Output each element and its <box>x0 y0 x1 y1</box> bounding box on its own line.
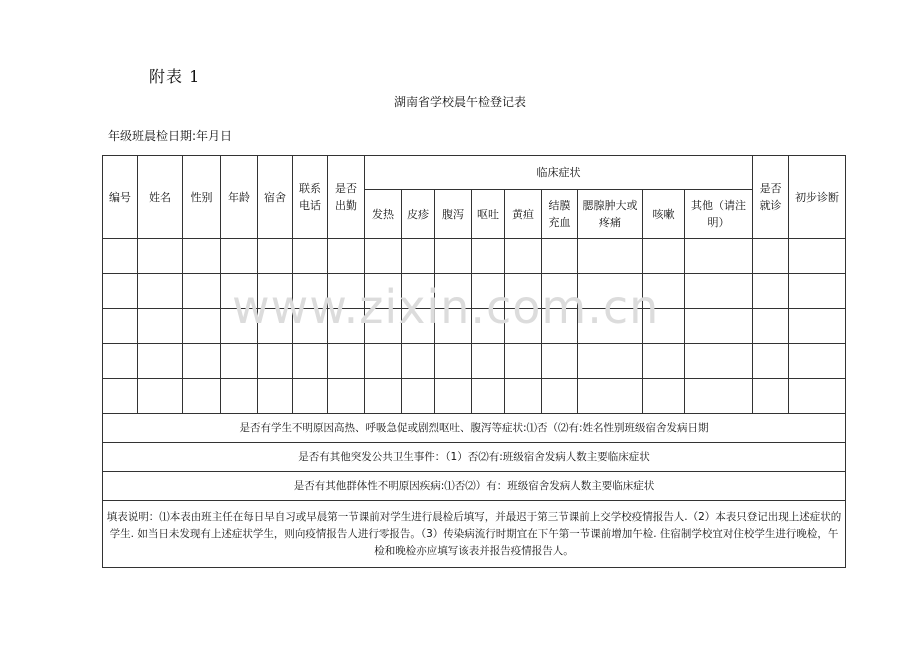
header-visit: 是否就诊 <box>753 156 789 239</box>
watermark: www.zixin.com.cn <box>232 280 660 334</box>
table-cell[interactable] <box>258 309 293 344</box>
table-cell[interactable] <box>138 274 183 309</box>
table-cell[interactable] <box>103 309 138 344</box>
table-cell[interactable] <box>365 239 402 274</box>
table-cell[interactable] <box>505 274 542 309</box>
header-phone: 联系电话 <box>293 156 328 239</box>
table-cell[interactable] <box>472 344 505 379</box>
table-cell[interactable] <box>328 274 365 309</box>
table-cell[interactable] <box>258 274 293 309</box>
table-cell[interactable] <box>578 309 643 344</box>
table-cell[interactable] <box>578 274 643 309</box>
table-cell[interactable] <box>753 309 789 344</box>
header-symptom-cough: 咳嗽 <box>643 190 685 239</box>
table-cell[interactable] <box>402 344 435 379</box>
table-row <box>103 309 846 344</box>
header-attendance: 是否出勤 <box>328 156 365 239</box>
header-symptoms-group: 临床症状 <box>365 156 753 190</box>
form-title: 湖南省学校晨午检登记表 <box>393 95 526 109</box>
table-cell[interactable] <box>685 309 753 344</box>
appendix-label: 附表 1 <box>149 67 201 86</box>
question-group-disease: 是否有其他群体性不明原因疾病:⑴否⑵）有：班级宿舍发病人数主要临床症状 <box>103 472 846 501</box>
table-cell[interactable] <box>183 344 221 379</box>
table-cell[interactable] <box>138 379 183 414</box>
table-cell[interactable] <box>328 239 365 274</box>
date-line: 年级班晨检日期:年月日 <box>108 129 233 143</box>
table-cell[interactable] <box>542 309 578 344</box>
table-cell[interactable] <box>103 239 138 274</box>
table-cell[interactable] <box>221 274 258 309</box>
table-cell[interactable] <box>435 274 472 309</box>
table-cell[interactable] <box>542 274 578 309</box>
table-cell[interactable] <box>472 309 505 344</box>
table-cell[interactable] <box>542 379 578 414</box>
table-cell[interactable] <box>789 379 846 414</box>
table-cell[interactable] <box>789 239 846 274</box>
table-cell[interactable] <box>789 344 846 379</box>
table-cell[interactable] <box>685 344 753 379</box>
table-cell[interactable] <box>221 344 258 379</box>
table-cell[interactable] <box>365 274 402 309</box>
instructions-text: 填表说明：⑴本表由班主任在每日早自习或早晨第一节课前对学生进行晨检后填写，并最迟于第三节课前上交学校疫情报告人.（2）本表只登记出现上述症状的学生. 如当日未发现有上述症状学生，则向疫情报告人进行零报告。（3）传染病流行时期宜在下午第一节课前增加午检. 住宿制学校宜对住校学生进行晚检，午检和晚检亦应填写该表并报告疫情报告人。 <box>103 501 846 568</box>
table-cell[interactable] <box>402 274 435 309</box>
table-cell[interactable] <box>472 379 505 414</box>
table-cell[interactable] <box>293 309 328 344</box>
table-cell[interactable] <box>435 309 472 344</box>
table-cell[interactable] <box>753 379 789 414</box>
header-name: 姓名 <box>138 156 183 239</box>
table-cell[interactable] <box>578 379 643 414</box>
table-cell[interactable] <box>505 239 542 274</box>
table-cell[interactable] <box>578 239 643 274</box>
table-cell[interactable] <box>183 309 221 344</box>
table-cell[interactable] <box>435 344 472 379</box>
table-cell[interactable] <box>365 344 402 379</box>
table-cell[interactable] <box>103 344 138 379</box>
table-cell[interactable] <box>293 274 328 309</box>
table-cell[interactable] <box>685 239 753 274</box>
table-row <box>103 344 846 379</box>
table-cell[interactable] <box>402 309 435 344</box>
table-cell[interactable] <box>103 274 138 309</box>
table-cell[interactable] <box>753 239 789 274</box>
table-cell[interactable] <box>328 309 365 344</box>
table-cell[interactable] <box>643 239 685 274</box>
table-cell[interactable] <box>643 274 685 309</box>
table-cell[interactable] <box>365 309 402 344</box>
table-cell[interactable] <box>258 379 293 414</box>
table-cell[interactable] <box>505 309 542 344</box>
table-cell[interactable] <box>685 379 753 414</box>
header-symptom-rash: 皮疹 <box>402 190 435 239</box>
header-symptom-jaundice: 黄疸 <box>505 190 542 239</box>
table-cell[interactable] <box>221 379 258 414</box>
table-cell[interactable] <box>183 274 221 309</box>
table-cell[interactable] <box>753 274 789 309</box>
header-symptom-fever: 发热 <box>365 190 402 239</box>
table-cell[interactable] <box>258 239 293 274</box>
table-cell[interactable] <box>221 239 258 274</box>
table-cell[interactable] <box>435 379 472 414</box>
table-cell[interactable] <box>542 344 578 379</box>
table-cell[interactable] <box>138 239 183 274</box>
table-cell[interactable] <box>183 379 221 414</box>
table-cell[interactable] <box>472 274 505 309</box>
header-dorm: 宿舍 <box>258 156 293 239</box>
table-cell[interactable] <box>258 344 293 379</box>
header-id: 编号 <box>103 156 138 239</box>
table-cell[interactable] <box>293 379 328 414</box>
table-cell[interactable] <box>138 344 183 379</box>
table-row <box>103 274 846 309</box>
table-cell[interactable] <box>472 239 505 274</box>
table-cell[interactable] <box>183 239 221 274</box>
table-row <box>103 379 846 414</box>
header-gender: 性别 <box>183 156 221 239</box>
table-cell[interactable] <box>789 274 846 309</box>
table-cell[interactable] <box>293 239 328 274</box>
registration-table <box>102 155 846 568</box>
table-cell[interactable] <box>643 344 685 379</box>
table-cell[interactable] <box>328 379 365 414</box>
table-cell[interactable] <box>221 309 258 344</box>
table-cell[interactable] <box>138 309 183 344</box>
header-symptom-vomiting: 呕吐 <box>472 190 505 239</box>
table-cell[interactable] <box>643 379 685 414</box>
table-cell[interactable] <box>505 344 542 379</box>
question-unexplained-symptoms: 是否有学生不明原因高热、呼吸急促或剧烈呕吐、腹泻等症状:⑴否（⑵有:姓名性别班级宿舍发病日期 <box>103 414 846 443</box>
table-cell[interactable] <box>542 239 578 274</box>
header-symptom-parotid: 腮腺肿大或疼痛 <box>578 190 643 239</box>
table-cell[interactable] <box>435 239 472 274</box>
header-symptom-diarrhea: 腹泻 <box>435 190 472 239</box>
table-cell[interactable] <box>643 309 685 344</box>
question-public-health-event: 是否有其他突发公共卫生事件：（1）否⑵有:班级宿舍发病人数主要临床症状 <box>103 443 846 472</box>
table-cell[interactable] <box>293 344 328 379</box>
table-row <box>103 239 846 274</box>
header-age: 年龄 <box>221 156 258 239</box>
table-cell[interactable] <box>103 379 138 414</box>
table-cell[interactable] <box>685 274 753 309</box>
header-diagnosis: 初步诊断 <box>789 156 846 239</box>
table-cell[interactable] <box>402 379 435 414</box>
table-cell[interactable] <box>753 344 789 379</box>
table-cell[interactable] <box>789 309 846 344</box>
table-cell[interactable] <box>578 344 643 379</box>
table-cell[interactable] <box>328 344 365 379</box>
header-symptom-conjunctival: 结膜充血 <box>542 190 578 239</box>
table-cell[interactable] <box>365 379 402 414</box>
table-cell[interactable] <box>402 239 435 274</box>
header-symptom-other: 其他（请注明） <box>685 190 753 239</box>
table-cell[interactable] <box>505 379 542 414</box>
